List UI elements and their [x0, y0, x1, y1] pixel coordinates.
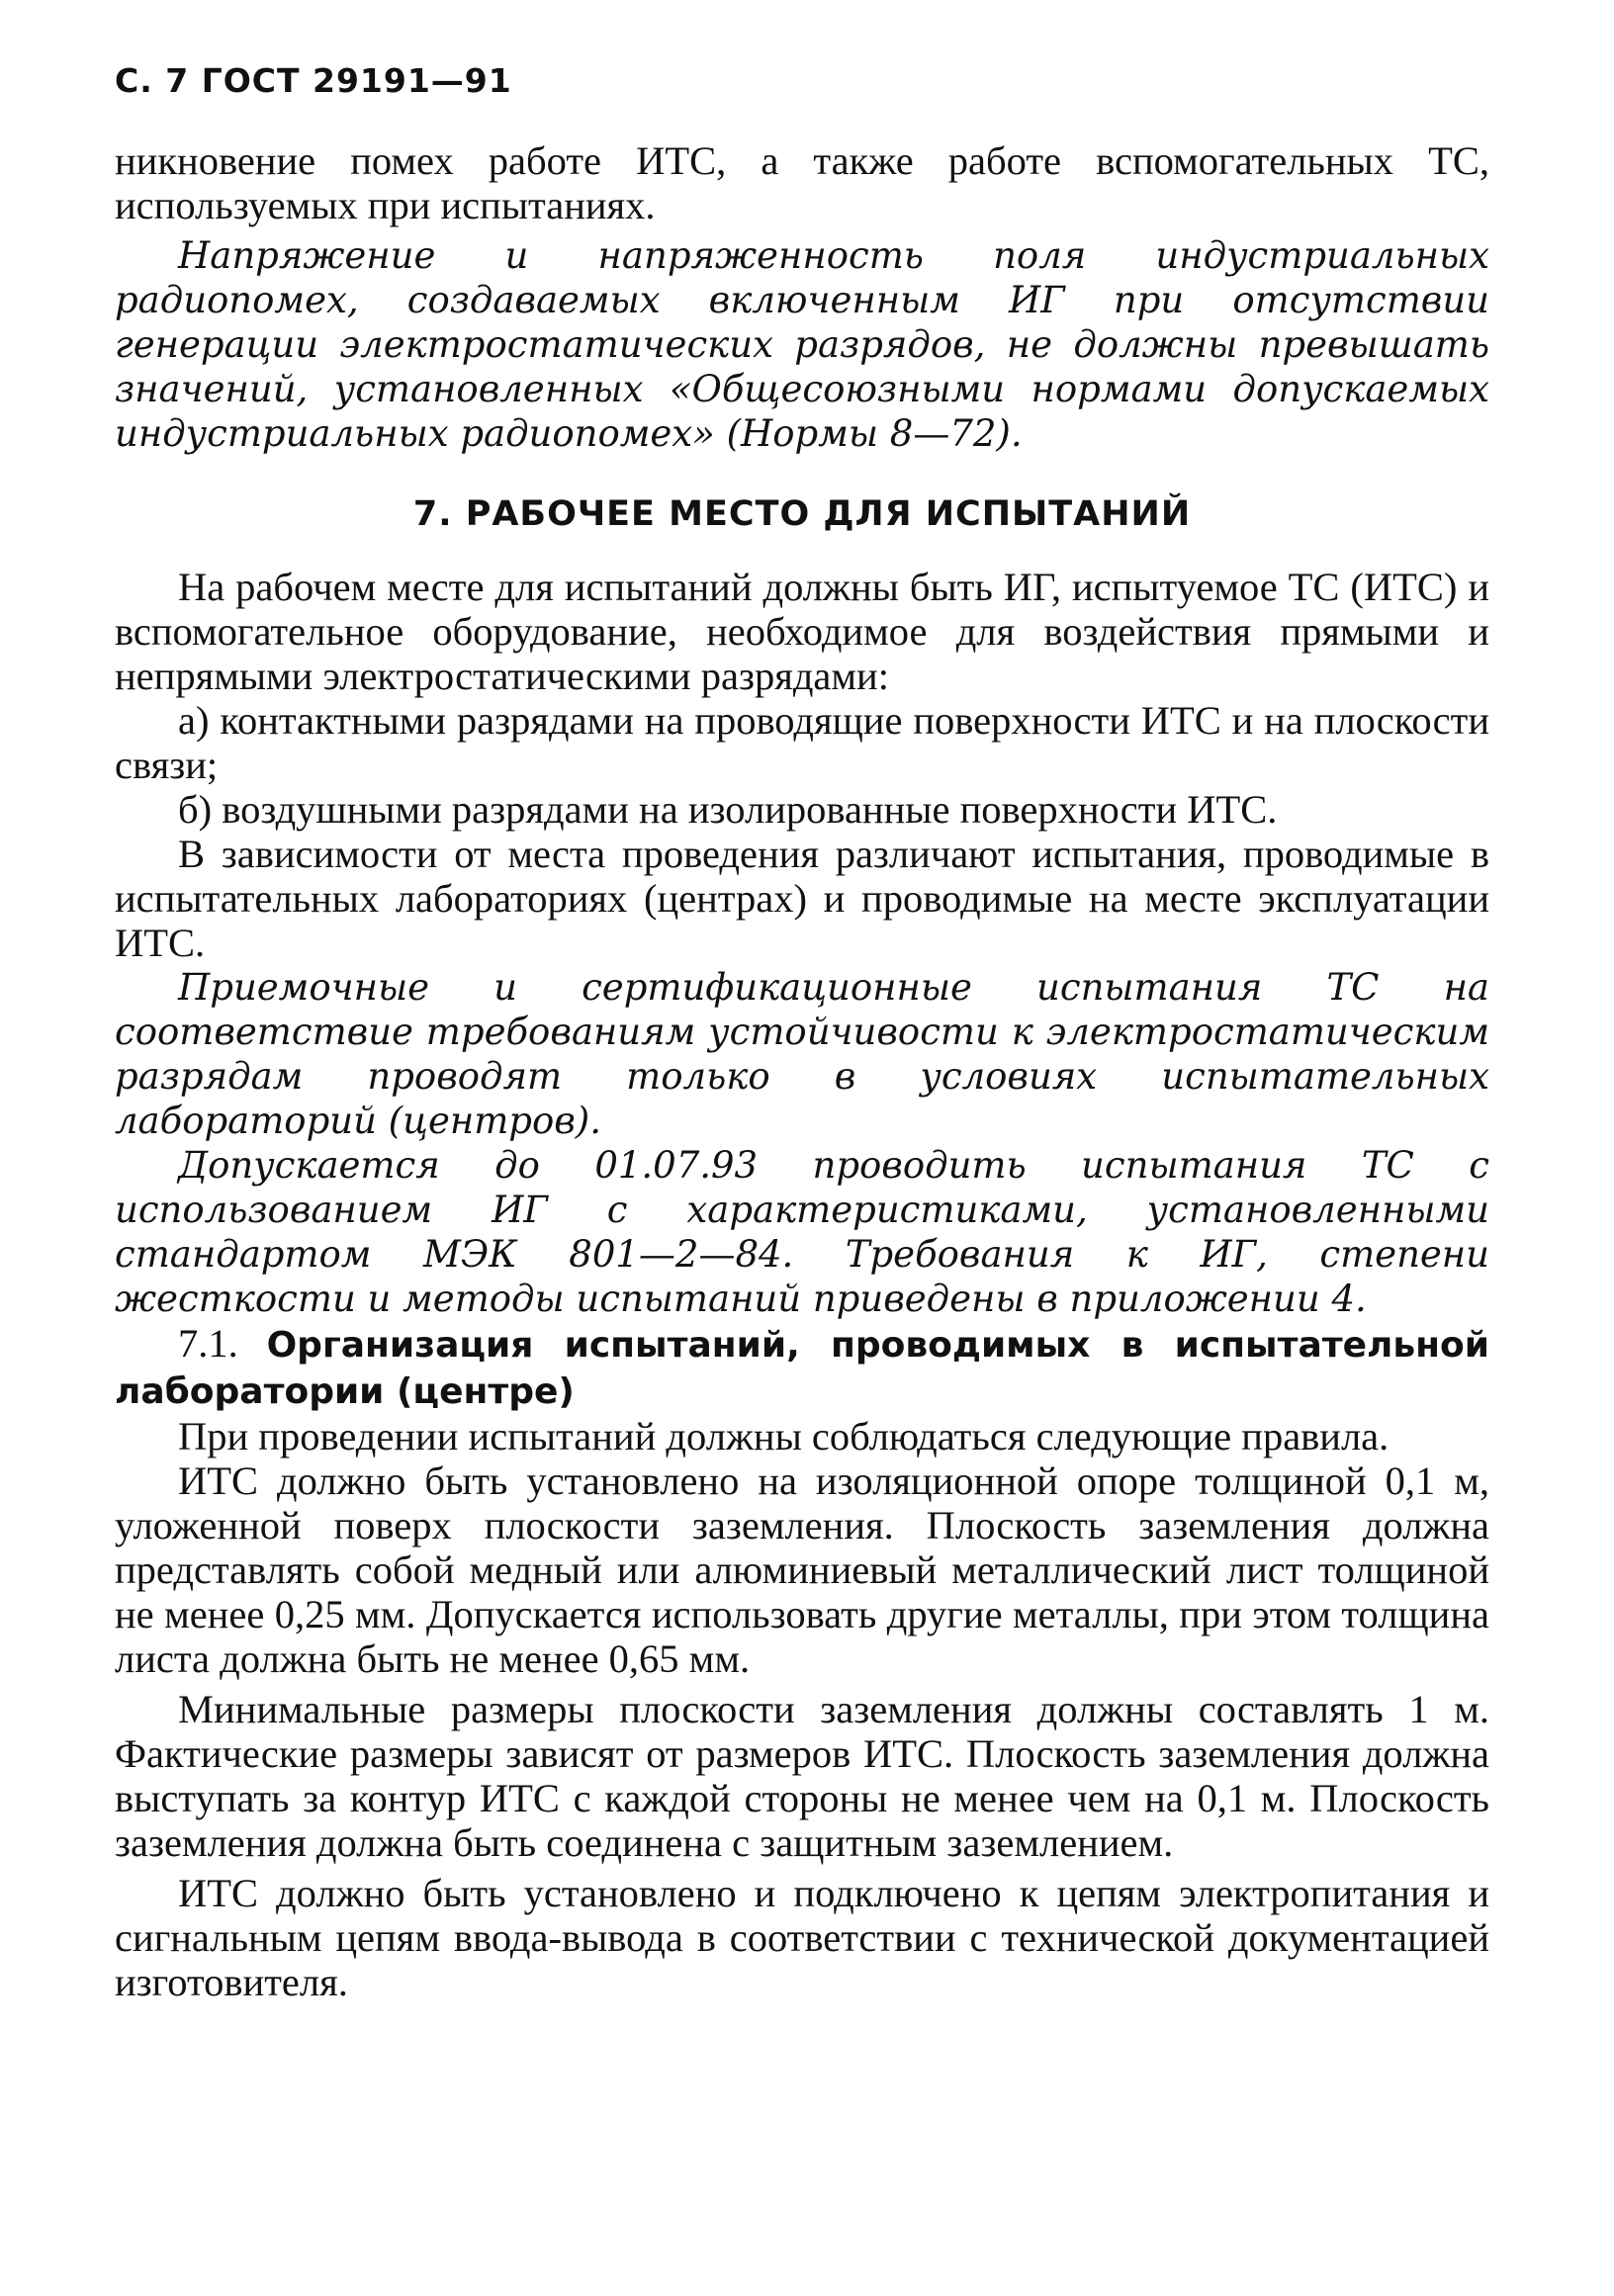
paragraph-rules: При проведении испытаний должны соблюдаться следующие правила.: [178, 1413, 1390, 1458]
subsection-number: 7.1.: [178, 1320, 238, 1366]
paragraph-connection: ИТС должно быть установлено и подключено к цепям электропитания и сигнальным цепям ввода-вывода в соответствии с технической документацией изготовителя.: [115, 1870, 1489, 2004]
list-item-a: а) контактными разрядами на проводящие поверхности ИТС и на плоскости связи;: [115, 697, 1489, 787]
paragraph-workplace: На рабочем месте для испытаний должны быть ИГ, испытуемое ТС (ИТС) и вспомогательное оборудование, необходимое для воздействия прямыми и непрямыми электростатическими разрядами:: [115, 564, 1489, 698]
paragraph-test-location: В зависимости от места проведения различают испытания, проводимые в испытательных лабораториях (центрах) и проводимые на месте эксплуатации ИТС.: [115, 831, 1489, 965]
subsection-title: Организация испытаний, проводимых в испытательной лаборатории (центре): [115, 1324, 1490, 1412]
paragraph-ground-plane: Минимальные размеры плоскости заземления должны составлять 1 м. Фактические размеры зависят от размеров ИТС. Плоскость заземления должна выступать за контур ИТС с каждой стороны не менее чем на 0,1 м. Плоскость заземления должна быть соединена с защитным заземлением.: [115, 1686, 1489, 1865]
paragraph-note-iec: Допускается до 01.07.93 проводить испытания ТС с использованием ИГ с характеристиками, установленными стандартом МЭК 801—2—84. Требования к ИГ, степени жесткости и методы испытаний приведены в приложении 4.: [115, 1143, 1489, 1320]
running-head: С. 7 ГОСТ 29191—91: [115, 61, 512, 100]
paragraph-continuation: никновение помех работе ИТС, а также работе вспомогательных ТС, используемых при испытаниях.: [115, 137, 1489, 227]
paragraph-note-certification: Приемочные и сертификационные испытания ТС на соответствие требованиям устойчивости к электростатическим разрядам проводят только в условиях испытательных лабораторий (центров).: [115, 965, 1489, 1142]
document-page: [115, 61, 1489, 2004]
list-item-b: б) воздушными разрядами на изолированные поверхности ИТС.: [178, 786, 1278, 832]
section-heading: 7. РАБОЧЕЕ МЕСТО ДЛЯ ИСПЫТАНИЙ: [412, 493, 1192, 534]
paragraph-note-radio-interference: Напряжение и напряженность поля индустриальных радиопомех, создаваемых включенным ИГ при отсутствии генерации электростатических разрядов, не должны превышать значений, установленных «Общесоюзными нормами допускаемых индустриальных радиопомех» (Нормы 8—72).: [115, 233, 1489, 455]
subsection-heading: [115, 1321, 1489, 1414]
paragraph-support: ИТС должно быть установлено на изоляционной опоре толщиной 0,1 м, уложенной поверх плоскости заземления. Плоскость заземления должна представлять собой медный или алюминиевый металлический лист толщиной не менее 0,25 мм. Допускается использовать другие металлы, при этом толщина листа должна быть не менее 0,65 мм.: [115, 1457, 1489, 1681]
